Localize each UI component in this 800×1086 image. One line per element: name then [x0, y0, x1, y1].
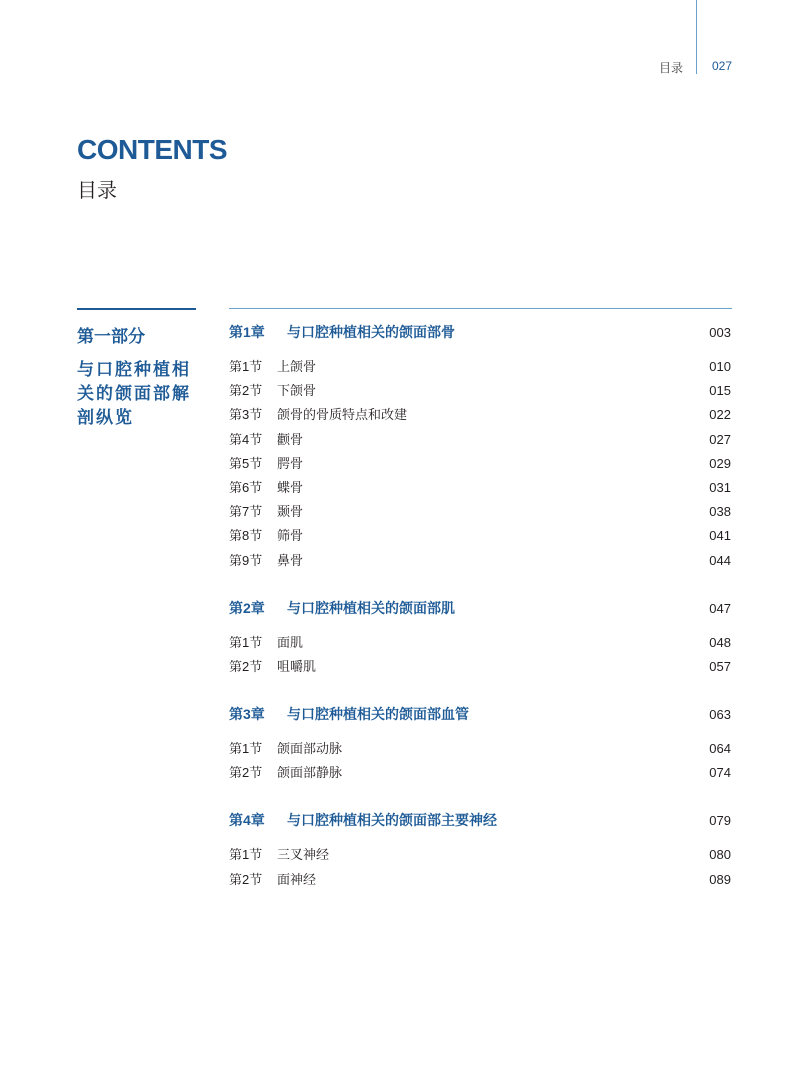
- section-page: 080: [709, 847, 731, 863]
- section-number: 第2节: [229, 658, 263, 674]
- chapter-page: 047: [709, 600, 731, 616]
- toc-chapter-entry[interactable]: [229, 704, 731, 728]
- part-label: 第一部分: [77, 327, 145, 346]
- toc-section-entry[interactable]: [229, 429, 731, 453]
- section-heading: [229, 477, 303, 496]
- section-number: 第7节: [229, 504, 263, 520]
- section-heading: [229, 429, 303, 448]
- section-title: 下颌骨: [277, 383, 317, 399]
- chapter-title: 与口腔种植相关的颌面部血管: [287, 706, 469, 723]
- toc-chapter: [229, 810, 731, 892]
- section-number: 第5节: [229, 455, 263, 471]
- section-number: 第2节: [229, 383, 263, 399]
- part-rule: [77, 308, 196, 310]
- toc-section-entry[interactable]: [229, 844, 731, 868]
- section-heading: [229, 501, 303, 520]
- section-title: 面肌: [277, 634, 304, 650]
- toc-section-entry[interactable]: [229, 356, 731, 380]
- section-number: 第8节: [229, 528, 263, 544]
- contents-title-en: CONTENTS: [77, 134, 227, 165]
- section-title: 咀嚼肌: [277, 658, 317, 674]
- section-heading: [229, 656, 316, 675]
- section-title: 颌面部动脉: [277, 741, 343, 757]
- section-title: 三叉神经: [277, 847, 330, 863]
- section-page: 057: [709, 658, 731, 674]
- section-heading: [229, 869, 316, 888]
- section-number: 第1节: [229, 847, 263, 863]
- part-title: 与口腔种植相关的颌面部解剖纵览: [77, 360, 191, 427]
- chapter-number: 第4章: [229, 812, 265, 829]
- chapter-heading: [229, 704, 469, 724]
- toc-section-entry[interactable]: [229, 656, 731, 680]
- toc-section-entry[interactable]: [229, 869, 731, 893]
- toc-section-entry[interactable]: [229, 380, 731, 404]
- chapter-page: 079: [709, 813, 731, 829]
- section-title: 颧骨: [277, 431, 304, 447]
- section-page: 027: [709, 431, 731, 447]
- section-heading: [229, 844, 329, 863]
- chapter-page: 063: [709, 707, 731, 723]
- section-title: 颌骨的骨质特点和改建: [277, 407, 408, 423]
- section-title: 筛骨: [277, 528, 304, 544]
- toc-section-entry[interactable]: [229, 404, 731, 428]
- chapter-number: 第3章: [229, 706, 265, 723]
- chapter-number: 第1章: [229, 324, 265, 340]
- section-title: 颌面部静脉: [277, 765, 343, 781]
- section-page: 038: [709, 504, 731, 520]
- section-page: 044: [709, 552, 731, 568]
- section-page: 010: [709, 359, 731, 374]
- toc-chapter-entry[interactable]: [229, 598, 731, 622]
- section-page: 022: [709, 407, 731, 423]
- section-heading: [229, 453, 303, 472]
- chapter-heading: [229, 322, 455, 342]
- section-title: 蝶骨: [277, 479, 304, 495]
- toc-chapter: [229, 598, 731, 680]
- section-page: 029: [709, 455, 731, 471]
- toc-chapter: [229, 704, 731, 786]
- contents-title-cn: 目录: [77, 180, 117, 202]
- section-number: 第1节: [229, 741, 263, 757]
- chapter-title: 与口腔种植相关的颌面部肌: [287, 599, 455, 616]
- section-heading: [229, 738, 342, 757]
- page-number: 027: [712, 59, 733, 73]
- toc-section-entry[interactable]: [229, 525, 731, 549]
- header-divider: [696, 0, 697, 74]
- section-page: 074: [709, 765, 731, 781]
- section-page: 089: [709, 871, 731, 887]
- section-heading: [229, 632, 303, 651]
- chapter-number: 第2章: [229, 599, 265, 616]
- toc-section-entry[interactable]: [229, 453, 731, 477]
- section-heading: [229, 356, 316, 375]
- section-heading: [229, 762, 342, 781]
- section-heading: [229, 525, 303, 544]
- section-page: 064: [709, 741, 731, 757]
- section-title: 颞骨: [277, 504, 304, 520]
- section-title: 鼻骨: [277, 552, 304, 568]
- section-number: 第3节: [229, 407, 263, 423]
- section-page: 015: [709, 383, 731, 399]
- toc-section-entry[interactable]: [229, 738, 731, 762]
- section-number: 第1节: [229, 359, 263, 374]
- toc-section-entry[interactable]: [229, 477, 731, 501]
- toc-section-entry[interactable]: [229, 550, 731, 574]
- toc-section-entry[interactable]: [229, 501, 731, 525]
- toc-list: [229, 322, 731, 917]
- section-heading: [229, 380, 316, 399]
- toc-chapter-entry[interactable]: [229, 322, 731, 346]
- section-title: 腭骨: [277, 455, 304, 471]
- section-heading: [229, 550, 303, 569]
- section-heading: [229, 404, 407, 423]
- section-number: 第6节: [229, 479, 263, 495]
- toc-chapter: [229, 322, 731, 574]
- section-number: 第9节: [229, 552, 263, 568]
- section-number: 第2节: [229, 765, 263, 781]
- section-number: 第4节: [229, 431, 263, 447]
- section-page: 031: [709, 479, 731, 495]
- section-page: 041: [709, 528, 731, 544]
- toc-section-entry[interactable]: [229, 762, 731, 786]
- chapter-heading: [229, 810, 497, 830]
- section-number: 第2节: [229, 871, 263, 887]
- toc-chapter-entry[interactable]: [229, 810, 731, 834]
- toc-rule: [229, 308, 732, 309]
- section-title: 面神经: [277, 871, 317, 887]
- chapter-title: 与口腔种植相关的颌面部主要神经: [287, 812, 497, 829]
- section-title: 上颌骨: [277, 359, 317, 374]
- toc-section-entry[interactable]: [229, 632, 731, 656]
- section-number: 第1节: [229, 634, 263, 650]
- section-page: 048: [709, 634, 731, 650]
- chapter-title: 与口腔种植相关的颌面部骨: [287, 324, 455, 340]
- chapter-page: 003: [709, 325, 731, 340]
- chapter-heading: [229, 598, 455, 618]
- running-header-label: 目录: [658, 61, 683, 75]
